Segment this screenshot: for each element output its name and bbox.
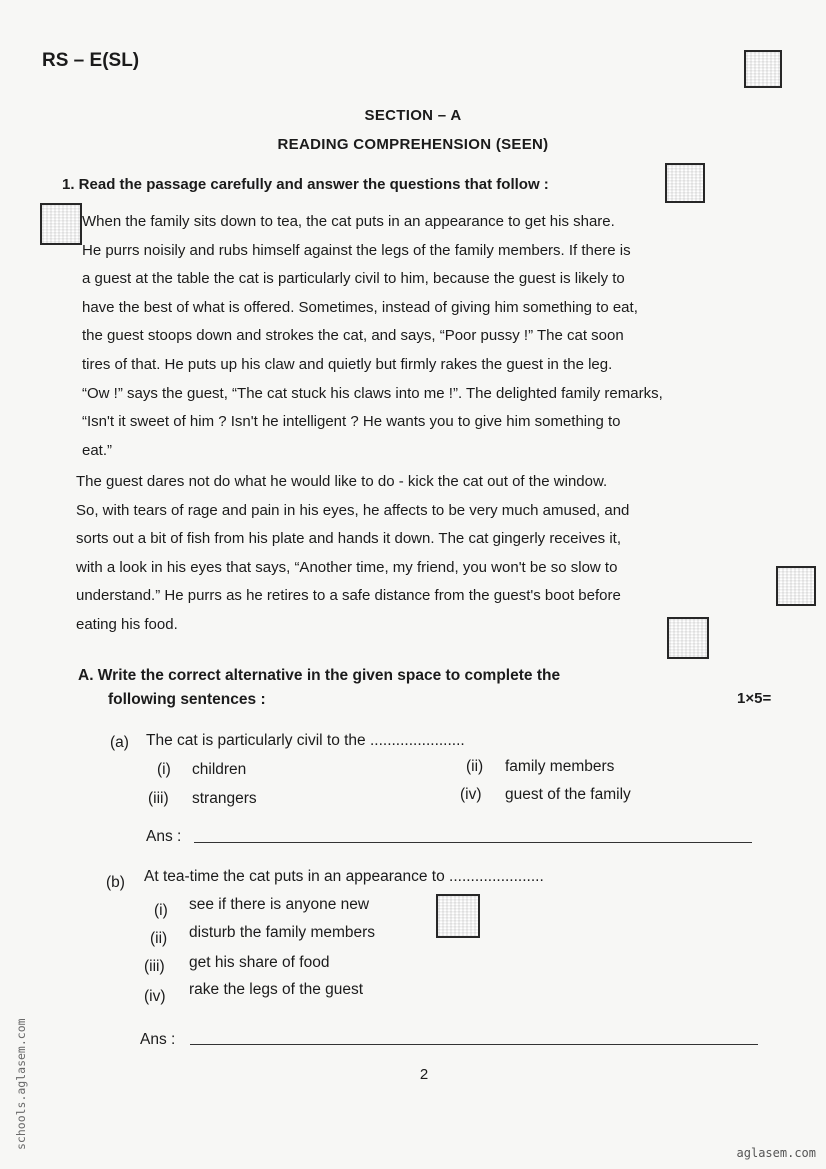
marks-label: 1×5= <box>737 690 772 707</box>
passage-line: “Ow !” says the guest, “The cat stuck his claws into me !”. The delighted family remarks, <box>82 384 663 402</box>
question-b-option-i[interactable]: see if there is anyone new <box>189 896 370 913</box>
question-1-instruction: 1. Read the passage carefully and answer the questions that follow : <box>62 176 549 193</box>
passage-line: tires of that. He puts up his claw and quietly but firmly rakes the guest in the leg. <box>82 355 613 373</box>
question-b-answer-label: Ans : <box>140 1031 176 1048</box>
corner-watermark: aglasem.com <box>736 1146 816 1160</box>
question-a-option-ii[interactable]: family members <box>505 758 615 775</box>
question-b-option-iv[interactable]: rake the legs of the guest <box>189 981 364 998</box>
passage-line: the guest stoops down and strokes the cat, and says, “Poor pussy !” The cat soon <box>82 327 624 345</box>
option-num: (i) <box>154 902 168 919</box>
question-a-option-iii[interactable]: strangers <box>192 790 257 807</box>
qr-code-passage-icon <box>40 203 82 245</box>
passage-line: The guest dares not do what he would like to do - kick the cat out of the window. <box>76 473 608 490</box>
passage-line: with a look in his eyes that says, “Another time, my friend, you won't be so slow to <box>76 558 618 576</box>
part-a-line-2: following sentences : <box>108 691 266 708</box>
passage-paragraph-1 <box>82 208 750 465</box>
question-b-answer-line[interactable] <box>190 1044 758 1045</box>
part-a-line-1: A. Write the correct alternative in the given space to complete the <box>78 667 561 684</box>
qr-code-question-b-icon <box>436 894 480 938</box>
question-a-answer-label: Ans : <box>146 828 182 845</box>
qr-code-q1-icon <box>665 163 705 203</box>
section-subtitle: READING COMPREHENSION (SEEN) <box>277 136 549 153</box>
option-num: (ii) <box>466 758 484 775</box>
qr-code-margin-icon <box>776 566 816 606</box>
passage-line: “Isn't it sweet of him ? Isn't he intelligent ? He wants you to give him something to <box>82 413 621 431</box>
option-num: (iv) <box>460 786 482 803</box>
passage-line: So, with tears of rage and pain in his eyes, he affects to be very much amused, and <box>76 501 630 519</box>
passage-line: have the best of what is offered. Sometimes, instead of giving him something to eat, <box>82 298 638 316</box>
paper-code: RS – E(SL) <box>42 50 140 71</box>
question-b-option-ii[interactable]: disturb the family members <box>189 924 376 941</box>
passage-line: a guest at the table the cat is particularly civil to him, because the guest is likely to <box>82 270 625 288</box>
option-num: (ii) <box>150 930 168 947</box>
passage-line: eating his food. <box>76 615 178 633</box>
qr-code-passage-end-icon <box>667 617 709 659</box>
qr-code-header-icon <box>744 50 782 88</box>
option-num: (i) <box>157 761 171 778</box>
passage-line: When the family sits down to tea, the cat puts in an appearance to get his share. <box>82 213 615 230</box>
option-num: (iii) <box>148 790 169 807</box>
passage-line: eat.” <box>82 441 113 459</box>
section-title: SECTION – A <box>364 107 462 124</box>
part-a-instruction <box>78 664 678 712</box>
option-num: (iv) <box>144 988 166 1005</box>
question-b-option-iii[interactable]: get his share of food <box>189 954 330 971</box>
question-a-label: (a) <box>110 734 129 751</box>
option-num: (iii) <box>144 958 165 975</box>
passage-line: He purrs noisily and rubs himself against the legs of the family members. If there is <box>82 241 631 259</box>
question-a-option-i[interactable]: children <box>192 761 247 778</box>
question-b-stem: At tea-time the cat puts in an appearance to ...................... <box>144 868 544 885</box>
side-watermark: schools.aglasem.com <box>14 1018 28 1150</box>
question-a-stem: The cat is particularly civil to the ...................... <box>146 732 465 749</box>
passage-paragraph-2 <box>76 468 756 640</box>
question-a-answer-line[interactable] <box>194 842 752 843</box>
question-b-label: (b) <box>106 874 125 891</box>
passage-line: sorts out a bit of fish from his plate and hands it down. The cat gingerly receives it, <box>76 530 622 548</box>
page-number: 2 <box>419 1066 429 1083</box>
passage-line: understand.” He purrs as he retires to a safe distance from the guest's boot before <box>76 587 621 605</box>
question-a-option-iv[interactable]: guest of the family <box>505 786 631 803</box>
